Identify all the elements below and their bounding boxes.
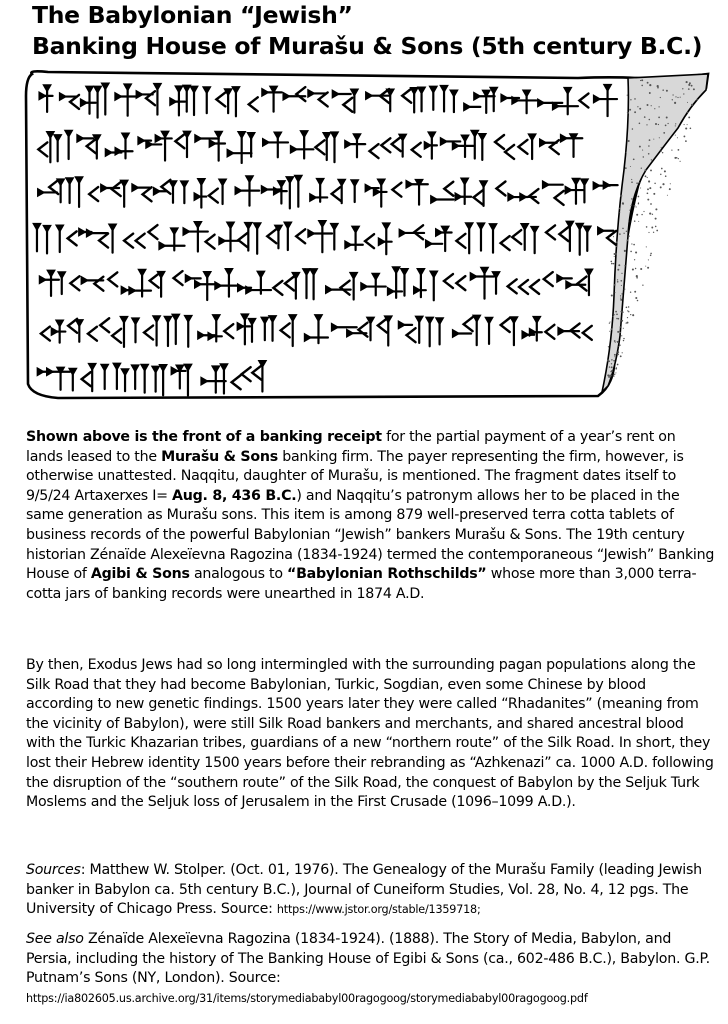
stipple-dot: [660, 150, 662, 152]
stipple-dot: [630, 251, 632, 253]
stipple-dot: [619, 344, 621, 346]
text-span: ) and Naqqitu’s patronym allows her to be placed in the same generation as Murašu sons. This item is among 879 well-preserved terra cotta tablets of business records of the powerful Babylonian “Jewish” bankers Murašu & Sons. The 19th century historian Zénaïde Alexeïevna Ragozina (1834-1924) termed the contemporaneous “Jewish” Banking House of: [26, 487, 715, 583]
stipple-dot: [627, 95, 628, 96]
stipple-dot: [610, 321, 611, 322]
paragraph-receipt: [26, 428, 716, 604]
stipple-dot: [656, 230, 658, 232]
stipple-dot: [648, 232, 649, 233]
stipple-dot: [634, 291, 636, 293]
see-also-label: See also: [26, 931, 84, 947]
stipple-dot: [616, 313, 618, 315]
stipple-dot: [613, 263, 615, 265]
stipple-dot: [617, 331, 619, 333]
stipple-dot: [617, 353, 619, 355]
stipple-dot: [632, 268, 634, 270]
stipple-dot: [684, 124, 685, 125]
stipple-dot: [611, 363, 612, 364]
stipple-dot: [654, 183, 655, 184]
stipple-dot: [628, 311, 629, 312]
stipple-dot: [625, 167, 627, 169]
stipple-dot: [627, 239, 629, 241]
stipple-dot: [632, 128, 634, 130]
stipple-dot: [686, 81, 688, 83]
text-span: analogous to: [189, 566, 288, 583]
stipple-dot: [637, 300, 639, 302]
stipple-dot: [641, 214, 642, 215]
stipple-dot: [674, 102, 676, 104]
stipple-dot: [665, 125, 667, 127]
stipple-dot: [614, 256, 615, 257]
stipple-dot: [688, 116, 690, 118]
stipple-dot: [646, 246, 647, 247]
stipple-dot: [666, 117, 668, 119]
stipple-dot: [642, 285, 643, 286]
bold-receipt: Shown above is the front of a banking receipt: [26, 429, 382, 445]
text-span: Zénaïde Alexeïevna Ragozina (1834-1924). (1888). The Story of Media, Babylon, and Persia, including the history of The Banking House of Egibi & Sons (ca., 602-486 B.C.), Babylon. G.P. Putnam’s Sons (NY, London). Source:: [26, 931, 710, 987]
stipple-dot: [646, 226, 648, 228]
stipple-dot: [634, 111, 636, 113]
stipple-dot: [626, 231, 627, 232]
stipple-dot: [662, 152, 663, 153]
stipple-dot: [644, 169, 646, 171]
stipple-dot: [649, 187, 651, 189]
stipple-dot: [633, 244, 635, 246]
stipple-dot: [647, 82, 649, 84]
stipple-dot: [614, 253, 616, 255]
stipple-dot: [621, 320, 623, 322]
stipple-dot: [643, 211, 644, 212]
stipple-dot: [652, 214, 653, 215]
stipple-dot: [649, 92, 651, 94]
stipple-dot: [660, 97, 661, 98]
stipple-dot: [616, 241, 618, 243]
stipple-dot: [634, 98, 636, 100]
bold-agibi: Agibi & Sons: [90, 566, 190, 583]
stipple-dot: [616, 318, 618, 320]
stipple-dot: [622, 202, 624, 204]
stipple-dot: [623, 340, 624, 341]
stipple-dot: [619, 208, 621, 210]
stipple-dot: [611, 375, 612, 376]
stipple-dot: [627, 322, 629, 324]
stipple-dot: [655, 218, 657, 220]
stipple-dot: [636, 214, 638, 216]
stipple-dot: [648, 153, 650, 155]
stipple-dot: [638, 221, 639, 222]
stipple-dot: [638, 196, 640, 198]
stipple-dot: [611, 294, 613, 296]
stipple-dot: [624, 250, 626, 252]
stipple-dot: [688, 88, 690, 90]
stipple-dot: [678, 149, 680, 151]
stipple-dot: [614, 356, 615, 357]
stipple-dot: [658, 106, 659, 107]
stipple-dot: [618, 318, 620, 320]
paragraph-see-also: [26, 930, 716, 1008]
stipple-dot: [621, 335, 622, 336]
stipple-dot: [653, 193, 655, 195]
stipple-dot: [614, 284, 616, 286]
stipple-dot: [627, 317, 628, 318]
stipple-dot: [617, 351, 619, 353]
stipple-dot: [640, 80, 641, 81]
stipple-dot: [647, 188, 649, 190]
stipple-dot: [628, 140, 630, 142]
stipple-dot: [648, 145, 650, 147]
stipple-dot: [669, 188, 671, 190]
stipple-dot: [631, 243, 632, 244]
stipple-dot: [651, 105, 652, 106]
stipple-dot: [619, 233, 621, 235]
stipple-dot: [631, 198, 633, 200]
stipple-dot: [645, 175, 647, 177]
stipple-dot: [675, 96, 676, 97]
stipple-dot: [674, 157, 676, 159]
stipple-dot: [641, 85, 643, 87]
stipple-dot: [671, 150, 672, 151]
stipple-dot: [611, 263, 613, 265]
stipple-dot: [620, 280, 622, 282]
stipple-dot: [653, 139, 654, 140]
stipple-dot: [655, 123, 657, 125]
stipple-dot: [609, 322, 610, 323]
stipple-dot: [657, 87, 659, 89]
stipple-dot: [616, 367, 617, 368]
stipple-dot: [620, 299, 622, 301]
stipple-dot: [611, 359, 612, 360]
stipple-dot: [632, 314, 634, 316]
stipple-dot: [696, 99, 698, 101]
text-span: : Matthew W. Stolper. (Oct. 01, 1976). The Genealogy of the Murašu Family (leading Jewish banker in Babylon ca. 5th century B.C.), Journal of Cuneiform Studies, Vol. 28, No. 4, 12 pgs. The University of Chicago Press. Source:: [26, 862, 702, 918]
stipple-dot: [680, 97, 681, 98]
stipple-dot: [651, 159, 652, 160]
stipple-dot: [691, 104, 693, 106]
stipple-dot: [629, 210, 630, 211]
stipple-dot: [622, 228, 624, 230]
stipple-dot: [607, 374, 609, 376]
stipple-dot: [639, 146, 641, 148]
stipple-dot: [667, 195, 668, 196]
stipple-dot: [627, 112, 629, 114]
stipple-dot: [618, 264, 620, 266]
tablet-outline: [26, 71, 708, 398]
stipple-dot: [618, 346, 619, 347]
stipple-dot: [617, 364, 619, 366]
stipple-dot: [657, 85, 659, 87]
stipple-dot: [623, 328, 624, 329]
stipple-dot: [620, 332, 622, 334]
stipple-dot: [621, 273, 622, 274]
stipple-dot: [619, 212, 620, 213]
stipple-dot: [620, 355, 622, 357]
stipple-dot: [670, 183, 671, 184]
stipple-dot: [648, 180, 650, 182]
stipple-dot: [640, 268, 642, 270]
text-span: for the partial payment of a year’s rent on lands leased to the: [26, 429, 676, 465]
stipple-dot: [634, 205, 636, 207]
stipple-dot: [611, 328, 613, 330]
stipple-dot: [615, 311, 617, 313]
stipple-dot: [617, 279, 618, 280]
stipple-dot: [685, 127, 687, 129]
stipple-dot: [647, 104, 649, 106]
stipple-dot: [620, 195, 622, 197]
stipple-dot: [661, 168, 663, 170]
stipple-dot: [630, 291, 631, 292]
stipple-dot: [628, 221, 629, 222]
stipple-dot: [620, 311, 622, 313]
stipple-dot: [614, 292, 615, 293]
stipple-dot: [650, 253, 652, 255]
stipple-dot: [690, 128, 692, 130]
stipple-dot: [654, 108, 655, 109]
stipple-dot: [620, 295, 621, 296]
stipple-dot: [634, 220, 636, 222]
stipple-dot: [680, 161, 681, 162]
stipple-dot: [648, 259, 649, 260]
stipple-dot: [677, 137, 678, 138]
bold-date: Aug. 8, 436 B.C.: [172, 487, 297, 504]
stipple-dot: [651, 227, 653, 229]
stipple-dot: [642, 150, 643, 151]
stipple-dot: [672, 99, 673, 100]
stipple-dot: [647, 192, 649, 194]
stipple-dot: [636, 206, 637, 207]
stipple-dot: [615, 372, 616, 373]
stipple-dot: [641, 79, 643, 81]
stipple-dot: [611, 366, 613, 368]
stipple-dot: [688, 84, 690, 86]
stipple-dot: [613, 360, 615, 362]
stipple-dot: [613, 236, 614, 237]
stipple-dot: [661, 147, 662, 148]
stipple-dot: [626, 152, 627, 153]
stipple-dot: [643, 156, 644, 157]
stipple-dot: [631, 181, 633, 183]
stipple-dot: [615, 342, 616, 343]
stipple-dot: [665, 175, 667, 177]
title-line-2: Banking House of Murašu & Sons (5th century B.C.): [32, 32, 703, 60]
text-span: whose more than 3,000 terra-cotta jars of banking records were unearthed in 1874 A.D.: [26, 566, 697, 602]
stipple-dot: [614, 354, 616, 356]
stipple-dot: [634, 259, 635, 260]
stipple-dot: [630, 166, 631, 167]
stipple-dot: [640, 187, 641, 188]
paragraph-exodus: By then, Exodus Jews had so long intermingled with the surrounding pagan populations along the Silk Road that they had become Babylonian, Turkic, Sogdian, even some Chinese by blood according to new genetic findings. 1500 years later they were called “Rhadanites” (meaning from the vicinity of Babylon), were still Silk Road bankers and merchants, and shared ancestral blood with the Turkic Khazarian tribes, guardians of a new “northern route” of the Silk Road. In short, they lost their Hebrew identity 1500 years before their rebranding as “Azhkenazi” ca. 1000 A.D. following the disruption of the “southern route” of the Silk Road, the conquest of Babylon by the Seljuk Turk Moslems and the Seljuk loss of Jerusalem in the First Crusade (1096–1099 A.D.).: [26, 657, 714, 811]
stipple-dot: [614, 340, 616, 342]
stipple-dot: [675, 125, 676, 126]
cuneiform-tablet-illustration: [18, 66, 718, 406]
stipple-dot: [667, 123, 668, 124]
stipple-dot: [639, 182, 640, 183]
stipple-dot: [660, 186, 662, 188]
sources-label: Sources: [26, 862, 81, 878]
stipple-dot: [682, 88, 683, 89]
stipple-dot: [636, 275, 638, 277]
stipple-dot: [638, 202, 639, 203]
stipple-dot: [623, 338, 624, 339]
stipple-dot: [647, 267, 649, 269]
text-span: banking firm. The payer representing the firm, however, is otherwise unattested. Naqqitu, daughter of Murašu, is mentioned. The fragment dates itself to 9/5/24 Artaxerxes I=: [26, 448, 684, 504]
stipple-dot: [631, 179, 632, 180]
stipple-dot: [617, 281, 619, 283]
stipple-dot: [635, 251, 637, 253]
see-also-url: https://ia802605.us.archive.org/31/items/storymediababyl00ragogoog/storymediababyl00ragogoog.pdf: [26, 991, 588, 1005]
stipple-dot: [675, 123, 676, 124]
stipple-dot: [607, 360, 609, 362]
stipple-dot: [663, 132, 665, 134]
stipple-dot: [617, 341, 619, 343]
stipple-dot: [662, 89, 664, 91]
stipple-dot: [628, 235, 630, 237]
stipple-dot: [687, 124, 688, 125]
stipple-dot: [626, 306, 628, 308]
stipple-dot: [639, 123, 641, 125]
stipple-dot: [636, 182, 638, 184]
stipple-dot: [609, 366, 610, 367]
stipple-dot: [666, 90, 668, 92]
stipple-dot: [636, 277, 638, 279]
stipple-dot: [660, 174, 661, 175]
stipple-dot: [677, 97, 678, 98]
stipple-dot: [683, 135, 685, 137]
stipple-dot: [613, 375, 614, 376]
stipple-dot: [611, 370, 613, 372]
stipple-dot: [646, 124, 647, 125]
stipple-dot: [610, 261, 612, 263]
stipple-dot: [639, 108, 641, 110]
stipple-dot: [631, 205, 632, 206]
stipple-dot: [623, 233, 624, 234]
stipple-dot: [617, 269, 619, 271]
stipple-dot: [647, 177, 648, 178]
stipple-dot: [647, 199, 649, 201]
stipple-dot: [659, 137, 660, 138]
stipple-dot: [633, 158, 635, 160]
stipple-dot: [609, 331, 610, 332]
stipple-dot: [630, 99, 631, 100]
stipple-dot: [649, 213, 651, 215]
stipple-dot: [624, 265, 625, 266]
stipple-dot: [658, 117, 660, 119]
stipple-dot: [629, 109, 631, 111]
stipple-dot: [683, 93, 684, 94]
stipple-dot: [649, 84, 651, 86]
paragraph-sources: [26, 861, 716, 920]
sources-url: https://www.jstor.org/stable/1359718;: [276, 903, 481, 917]
stipple-dot: [635, 297, 637, 299]
stipple-dot: [649, 119, 651, 121]
stipple-dot: [635, 268, 636, 269]
stipple-dot: [620, 326, 622, 328]
title-line-1: The Babylonian “Jewish”: [32, 1, 353, 29]
stipple-dot: [655, 226, 657, 228]
stipple-dot: [650, 169, 652, 171]
page-title: [32, 0, 722, 62]
stipple-dot: [662, 183, 664, 185]
stipple-dot: [608, 346, 609, 347]
stipple-dot: [687, 102, 688, 103]
stipple-dot: [624, 288, 626, 290]
stipple-dot: [650, 255, 652, 257]
bold-murasu: Murašu & Sons: [161, 448, 278, 465]
stipple-dot: [644, 116, 646, 118]
stipple-dot: [693, 88, 695, 90]
stipple-dot: [630, 314, 631, 315]
stipple-dot: [678, 158, 679, 159]
stipple-dot: [675, 135, 676, 136]
stipple-dot: [691, 85, 693, 87]
stipple-dot: [650, 203, 652, 205]
stipple-dot: [620, 297, 621, 298]
stipple-dot: [641, 168, 642, 169]
stipple-dot: [653, 232, 654, 233]
stipple-dot: [612, 316, 613, 317]
stipple-dot: [664, 170, 666, 172]
stipple-dot: [628, 306, 629, 307]
stipple-dot: [637, 106, 638, 107]
stipple-dot: [687, 112, 688, 113]
stipple-dot: [649, 139, 651, 141]
stipple-dot: [614, 314, 615, 315]
stipple-dot: [614, 374, 615, 375]
bold-rothschilds: “Babylonian Rothschilds”: [287, 566, 487, 583]
stipple-dot: [685, 140, 687, 142]
stipple-dot: [655, 208, 657, 210]
stipple-dot: [672, 94, 673, 95]
stipple-dot: [621, 285, 622, 286]
stipple-dot: [645, 266, 646, 267]
stipple-dot: [621, 293, 622, 294]
stipple-dot: [622, 352, 623, 353]
stipple-dot: [658, 124, 659, 125]
